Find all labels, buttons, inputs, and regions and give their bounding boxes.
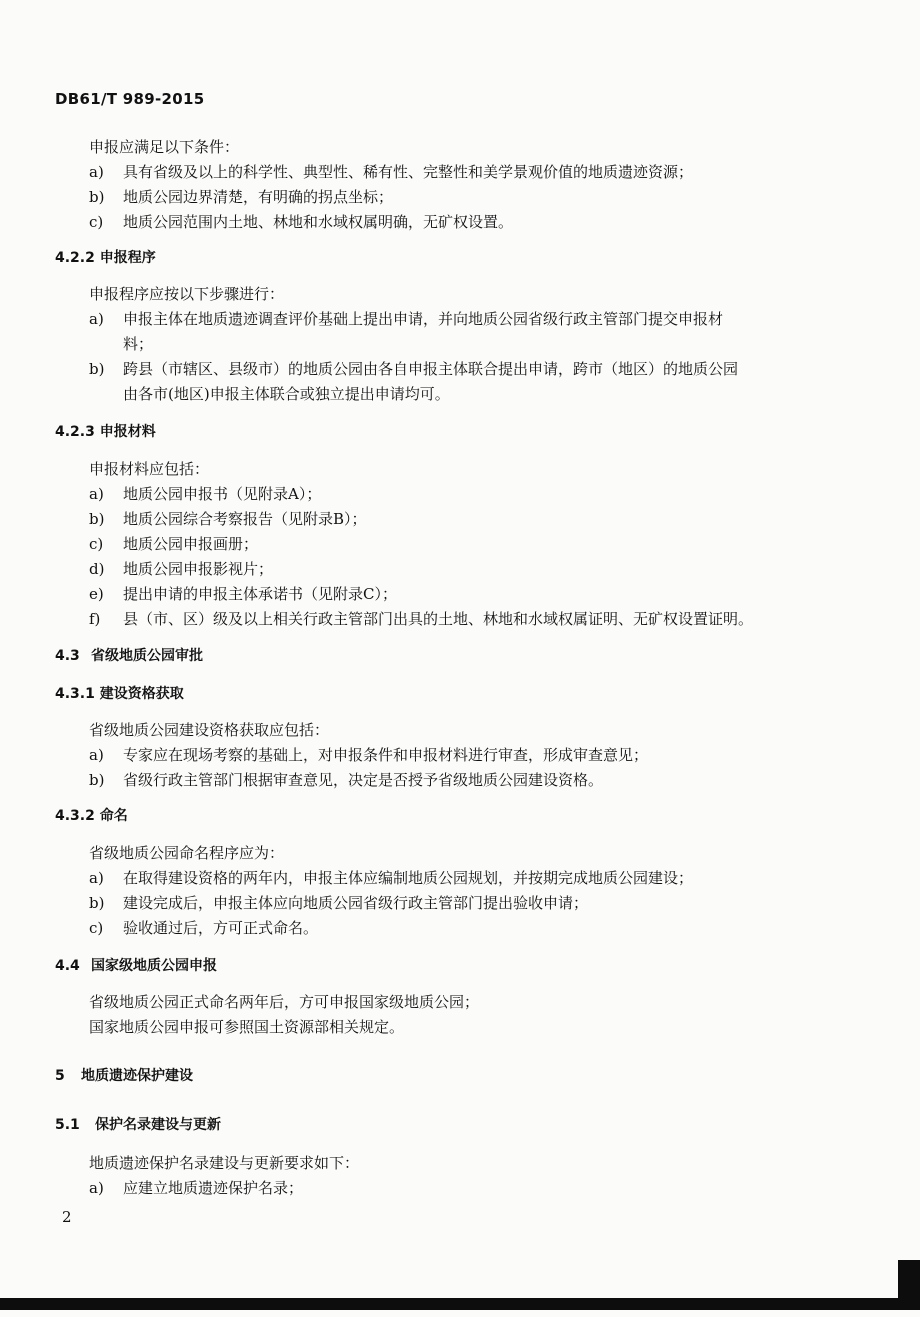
list-item-text: 地质公园申报影视片； xyxy=(123,560,274,578)
list-item-label: a) xyxy=(89,869,104,887)
list-item-text: 地质公园边界清楚，有明确的拐点坐标； xyxy=(123,188,394,206)
section-title: 命名 xyxy=(99,808,128,824)
section-number: 4.3.1 xyxy=(55,686,95,702)
paragraph-intro: 省级地质公园命名程序应为： xyxy=(89,844,285,862)
list-item xyxy=(89,608,753,629)
list-item-label: b) xyxy=(89,894,105,912)
list-item-label: a) xyxy=(89,1179,104,1197)
list-item-text: 地质公园范围内土地、林地和水域权属明确，无矿权设置。 xyxy=(123,213,514,231)
list-item-text: 具有省级及以上的科学性、典型性、稀有性、完整性和美学景观价值的地质遗迹资源； xyxy=(123,163,694,181)
section-title: 保护名录建设与更新 xyxy=(95,1117,221,1133)
section-heading-5-1 xyxy=(55,1114,221,1134)
page-number: 2 xyxy=(62,1208,72,1226)
list-item xyxy=(89,211,513,232)
section-title: 国家级地质公园申报 xyxy=(91,958,217,974)
section-number: 4.3 xyxy=(55,648,80,664)
section-number: 4.2.2 xyxy=(55,250,95,266)
list-item xyxy=(89,483,321,504)
list-item-label: c) xyxy=(89,213,104,231)
list-item xyxy=(89,867,693,888)
list-item-text: 专家应在现场考察的基础上，对申报条件和申报材料进行审查，形成审查意见； xyxy=(123,746,649,764)
list-item-text: 县（市、区）级及以上相关行政主管部门出具的土地、林地和水域权属证明、无矿权设置证明。 xyxy=(123,610,754,628)
list-item xyxy=(89,308,723,329)
section-heading-4-4 xyxy=(55,955,217,975)
section-number: 5 xyxy=(55,1068,65,1084)
list-item-label: d) xyxy=(89,560,105,578)
paragraph-intro: 申报程序应按以下步骤进行： xyxy=(89,285,285,303)
section-number: 5.1 xyxy=(55,1117,80,1133)
section-title: 建设资格获取 xyxy=(99,686,184,702)
list-item-label: a) xyxy=(89,163,104,181)
scan-bottom-border xyxy=(0,1298,920,1310)
list-item xyxy=(89,744,648,765)
list-item-label: a) xyxy=(89,310,104,328)
list-item-text: 申报主体在地质遗迹调查评价基础上提出申请，并向地质公园省级行政主管部门提交申报材 xyxy=(123,310,724,328)
list-item-text: 地质公园申报画册； xyxy=(123,535,259,553)
list-item xyxy=(89,769,603,790)
list-item-text: 省级行政主管部门根据审查意见，决定是否授予省级地质公园建设资格。 xyxy=(123,771,604,789)
list-item xyxy=(89,892,588,913)
list-item-label: b) xyxy=(89,188,105,206)
paragraph: 省级地质公园正式命名两年后，方可申报国家级地质公园； xyxy=(89,993,480,1011)
list-item-label: c) xyxy=(89,919,104,937)
list-item-continuation: 由各市(地区)申报主体联合或独立提出申请均可。 xyxy=(123,385,450,403)
list-item-label: f) xyxy=(89,610,101,628)
list-item xyxy=(89,917,318,938)
section-title: 申报材料 xyxy=(99,424,156,440)
list-item xyxy=(89,558,273,579)
document-code: DB61/T 989-2015 xyxy=(55,90,205,108)
list-item-label: b) xyxy=(89,510,105,528)
section-heading-4-3-2 xyxy=(55,805,128,825)
list-item-label: a) xyxy=(89,485,104,503)
list-item xyxy=(89,186,393,207)
list-item xyxy=(89,533,258,554)
list-item-text: 验收通过后，方可正式命名。 xyxy=(123,919,319,937)
list-item-text: 提出申请的申报主体承诺书（见附录C）； xyxy=(123,585,397,603)
section-heading-5 xyxy=(55,1065,193,1085)
list-item-text: 应建立地质遗迹保护名录； xyxy=(123,1179,304,1197)
list-item-label: c) xyxy=(89,535,104,553)
paragraph: 国家地质公园申报可参照国土资源部相关规定。 xyxy=(89,1018,405,1036)
section-title: 省级地质公园审批 xyxy=(91,648,203,664)
list-item-label: b) xyxy=(89,360,105,378)
list-item xyxy=(89,358,738,379)
paragraph-intro: 申报应满足以下条件： xyxy=(89,138,240,156)
list-item-text: 在取得建设资格的两年内，申报主体应编制地质公园规划，并按期完成地质公园建设； xyxy=(123,869,694,887)
section-heading-4-3-1 xyxy=(55,683,184,703)
section-title: 地质遗迹保护建设 xyxy=(81,1068,193,1084)
list-item xyxy=(89,161,693,182)
list-item-label: b) xyxy=(89,771,105,789)
list-item-continuation: 料； xyxy=(123,335,154,353)
section-heading-4-3 xyxy=(55,645,203,665)
section-number: 4.2.3 xyxy=(55,424,95,440)
list-item-label: a) xyxy=(89,746,104,764)
list-item-text: 建设完成后，申报主体应向地质公园省级行政主管部门提出验收申请； xyxy=(123,894,589,912)
list-item-label: e) xyxy=(89,585,104,603)
list-item xyxy=(89,508,367,529)
section-number: 4.3.2 xyxy=(55,808,95,824)
paragraph-intro: 地质遗迹保护名录建设与更新要求如下： xyxy=(89,1154,360,1172)
list-item-text: 地质公园申报书（见附录A）； xyxy=(123,485,322,503)
list-item-text: 地质公园综合考察报告（见附录B）； xyxy=(123,510,367,528)
section-number: 4.4 xyxy=(55,958,80,974)
list-item-text: 跨县（市辖区、县级市）的地质公园由各自申报主体联合提出申请，跨市（地区）的地质公园 xyxy=(123,360,739,378)
list-item xyxy=(89,1177,303,1198)
section-title: 申报程序 xyxy=(99,250,156,266)
list-item xyxy=(89,583,397,604)
paragraph-intro: 省级地质公园建设资格获取应包括： xyxy=(89,721,330,739)
paragraph-intro: 申报材料应包括： xyxy=(89,460,210,478)
section-heading-4-2-2 xyxy=(55,247,156,267)
section-heading-4-2-3 xyxy=(55,421,156,441)
